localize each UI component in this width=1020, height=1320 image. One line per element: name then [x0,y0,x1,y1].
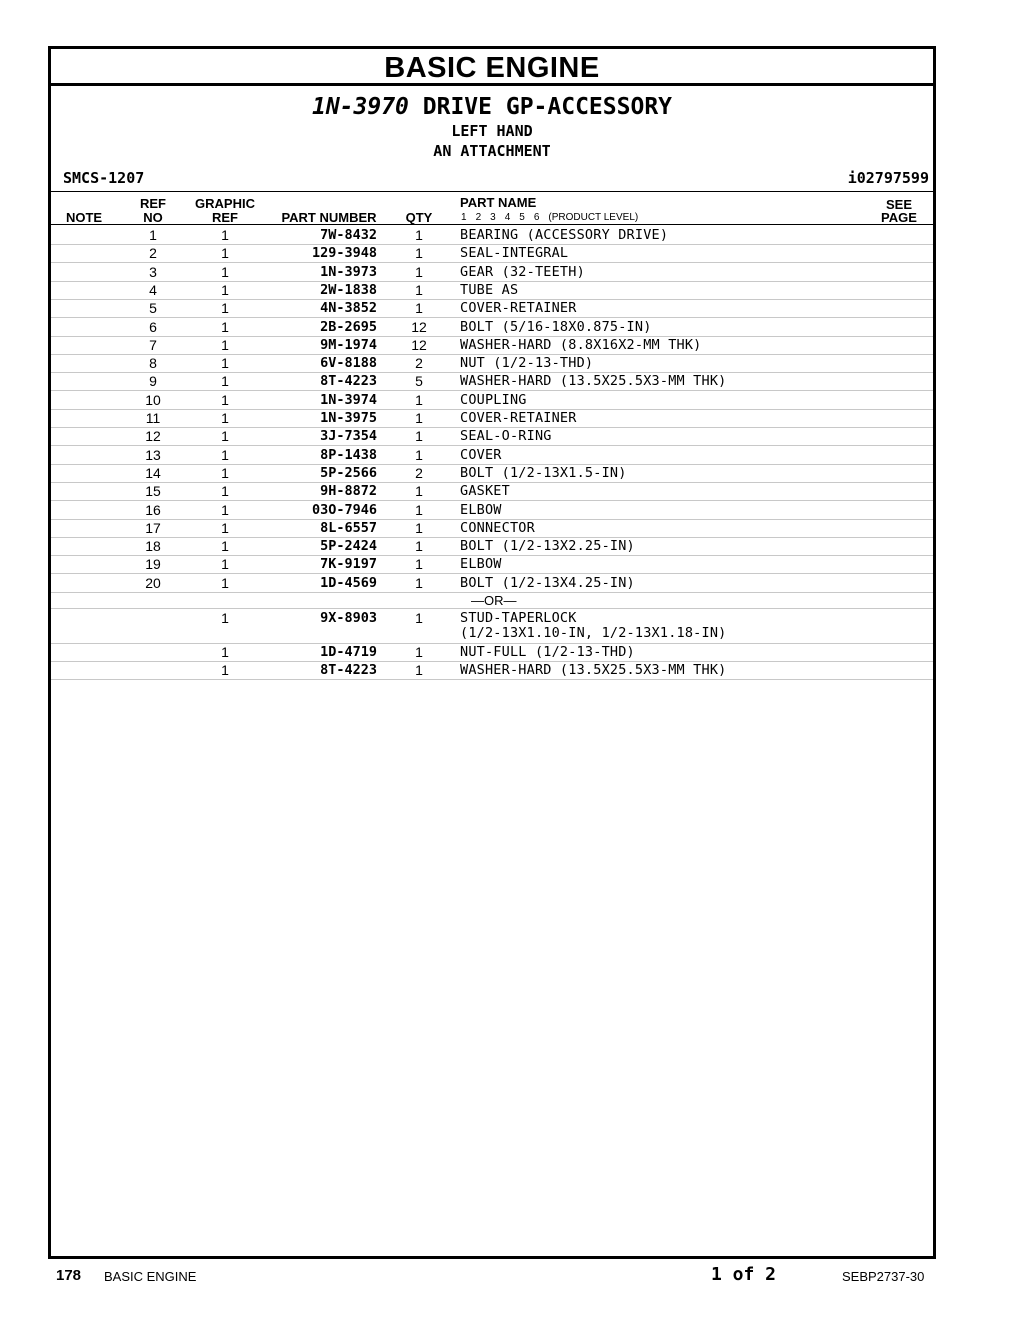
table-row [51,482,933,501]
smcs-code: SMCS-1207 [63,169,145,187]
part-name: WASHER-HARD (13.5X25.5X3-MM THK) [460,373,727,390]
graphic-ref: 1 [221,355,229,372]
section-title: BASIC ENGINE [51,49,933,86]
product-level-label: (PRODUCT LEVEL) [548,212,639,223]
graphic-ref: 1 [221,245,229,262]
ref-no: 5 [149,300,157,317]
level-2: 2 [475,212,482,223]
group-name: DRIVE GP-ACCESSORY [422,94,673,120]
graphic-ref: 1 [221,300,229,317]
part-number: 9X-8903 [320,610,377,626]
ref-no: 18 [145,538,161,555]
part-number: 7K-9197 [320,556,377,573]
header-graphic-bottom: REF [212,210,238,225]
graphic-ref: 1 [221,464,229,481]
ref-no: 12 [145,428,161,445]
part-number: 6V-8188 [320,355,377,372]
graphic-ref: 1 [221,574,229,591]
table-row [51,609,933,644]
part-name: CONNECTOR [460,519,535,536]
ref-no: 16 [145,501,161,518]
table-row [51,446,933,465]
table-row [51,244,933,263]
part-number: 8P-1438 [320,446,377,463]
part-number: 1D-4719 [320,644,377,660]
part-number: 1N-3973 [320,263,377,280]
ref-no: 13 [145,446,161,463]
part-number: 9H-8872 [320,483,377,500]
quantity: 1 [415,245,423,262]
ref-no: 20 [145,574,161,591]
table-row [51,464,933,483]
table-row [51,661,933,680]
group-part-number: 1N-3970 [311,94,409,120]
table-row [51,519,933,538]
part-name: ELBOW [460,556,502,573]
graphic-ref: 1 [221,446,229,463]
footer-section: BASIC ENGINE [104,1269,197,1284]
illustration-id: i02797599 [847,169,929,187]
part-number: 7W-8432 [320,227,377,243]
part-name: GEAR (32-TEETH) [460,263,585,280]
ref-no: 6 [149,318,157,335]
part-number: 2W-1838 [320,281,377,298]
part-name: STUD-TAPERLOCK [460,610,577,626]
quantity: 1 [415,391,423,408]
part-name-continued: (1/2-13X1.10-IN, 1/2-13X1.18-IN) [460,625,727,641]
table-row [51,299,933,318]
ref-no: 10 [145,391,161,408]
table-row [51,427,933,446]
part-number: 2B-2695 [320,318,377,335]
quantity: 1 [415,556,423,573]
table-row [51,263,933,282]
part-name: BOLT (1/2-13X4.25-IN) [460,574,635,591]
header-ref-bottom: NO [143,210,163,225]
part-name: NUT-FULL (1/2-13-THD) [460,644,635,660]
quantity: 1 [415,662,423,679]
header-part-name: PART NAME [460,195,537,210]
product-level-scale [461,213,647,223]
group-subtitle-2: AN ATTACHMENT [433,142,551,160]
part-number: 5P-2424 [320,538,377,555]
table-row [51,226,933,245]
header-qty: QTY [405,210,433,225]
ref-no: 7 [149,336,157,353]
level-4: 4 [504,212,511,223]
part-name: COVER [460,446,502,463]
quantity: 1 [415,501,423,518]
ref-no: 8 [149,355,157,372]
header-see-bottom: PAGE [881,210,917,225]
table-row [51,318,933,337]
header-bottom-rule [51,224,933,225]
part-number: 5P-2566 [320,464,377,481]
table-row [51,501,933,520]
part-number: 3J-7354 [320,428,377,445]
graphic-ref: 1 [221,227,229,243]
ref-no: 11 [145,410,161,426]
header-graphic-top: GRAPHIC [195,196,255,211]
graphic-ref: 1 [221,318,229,335]
quantity: 1 [415,227,423,243]
level-5: 5 [519,212,525,223]
part-number: 8T-4223 [320,373,377,390]
or-label: —OR— [471,593,517,608]
graphic-ref: 1 [221,644,229,660]
part-number: 4N-3852 [320,300,377,317]
quantity: 1 [415,519,423,536]
part-number: 9M-1974 [320,336,377,353]
table-row [51,409,933,428]
parts-page-frame [48,46,936,1259]
part-name: GASKET [460,483,510,500]
table-row [51,555,933,574]
graphic-ref: 1 [221,281,229,298]
graphic-ref: 1 [221,519,229,536]
header-note: NOTE [65,210,103,225]
footer-page-of: 1 of 2 [711,1264,777,1285]
table-row [51,372,933,391]
part-number: 129-3948 [311,245,377,262]
quantity: 1 [415,538,423,555]
header-part-number: PART NUMBER [281,210,377,225]
part-name: ELBOW [460,501,502,518]
quantity: 1 [415,574,423,591]
footer-page-number: 178 [56,1267,82,1284]
table-row [51,643,933,662]
level-6: 6 [533,212,540,223]
graphic-ref: 1 [221,263,229,280]
table-row [51,281,933,300]
part-number: 1N-3975 [320,410,377,426]
level-1: 1 [461,212,467,223]
part-name: COUPLING [460,391,527,408]
ref-no: 17 [145,519,161,536]
ref-no: 14 [145,464,161,481]
quantity: 1 [415,446,423,463]
ref-no: 19 [145,556,161,573]
graphic-ref: 1 [221,538,229,555]
part-number: 8L-6557 [320,519,377,536]
quantity: 12 [411,336,427,353]
ref-no: 1 [149,227,157,243]
graphic-ref: 1 [221,662,229,679]
part-name: SEAL-O-RING [460,428,552,445]
graphic-ref: 1 [221,391,229,408]
table-row [51,336,933,355]
graphic-ref: 1 [221,428,229,445]
graphic-ref: 1 [221,410,229,426]
table-row [51,574,933,593]
quantity: 1 [415,410,423,426]
part-number: 1N-3974 [320,391,377,408]
part-name: NUT (1/2-13-THD) [460,355,594,372]
header-top-rule [51,191,933,192]
part-name: BOLT (1/2-13X1.5-IN) [460,464,627,481]
ref-no: 2 [149,245,157,262]
ref-no: 3 [149,263,157,280]
quantity: 1 [415,300,423,317]
part-number: 1D-4569 [320,574,377,591]
quantity: 12 [411,318,427,335]
graphic-ref: 1 [221,610,229,626]
header-see-top: SEE [885,197,912,212]
table-row [51,537,933,556]
part-number: 8T-4223 [320,662,377,679]
quantity: 1 [415,610,423,626]
graphic-ref: 1 [221,556,229,573]
part-name: COVER-RETAINER [460,410,577,426]
quantity: 1 [415,263,423,280]
level-3: 3 [490,212,496,223]
ref-no: 15 [145,483,161,500]
part-name: WASHER-HARD (8.8X16X2-MM THK) [460,336,702,353]
part-name: SEAL-INTEGRAL [460,245,569,262]
part-name: COVER-RETAINER [460,300,577,317]
group-title [51,93,933,121]
part-name: TUBE AS [460,281,519,298]
group-subtitle-1: LEFT HAND [451,122,533,140]
part-name: BEARING (ACCESSORY DRIVE) [460,227,669,243]
graphic-ref: 1 [221,501,229,518]
quantity: 1 [415,428,423,445]
quantity: 1 [415,483,423,500]
quantity: 1 [415,644,423,660]
or-separator-row [51,592,933,609]
ref-no: 4 [149,281,157,298]
part-number: 03O-7946 [311,501,377,518]
graphic-ref: 1 [221,336,229,353]
part-name: WASHER-HARD (13.5X25.5X3-MM THK) [460,662,727,679]
graphic-ref: 1 [221,483,229,500]
quantity: 2 [415,355,423,372]
quantity: 5 [415,373,423,390]
table-row [51,391,933,410]
graphic-ref: 1 [221,373,229,390]
table-row [51,354,933,373]
quantity: 1 [415,281,423,298]
header-ref-top: REF [140,196,166,211]
ref-no: 9 [149,373,157,390]
footer-doc-id: SEBP2737-30 [842,1269,925,1284]
quantity: 2 [415,464,423,481]
part-name: BOLT (5/16-18X0.875-IN) [460,318,652,335]
part-name: BOLT (1/2-13X2.25-IN) [460,538,635,555]
